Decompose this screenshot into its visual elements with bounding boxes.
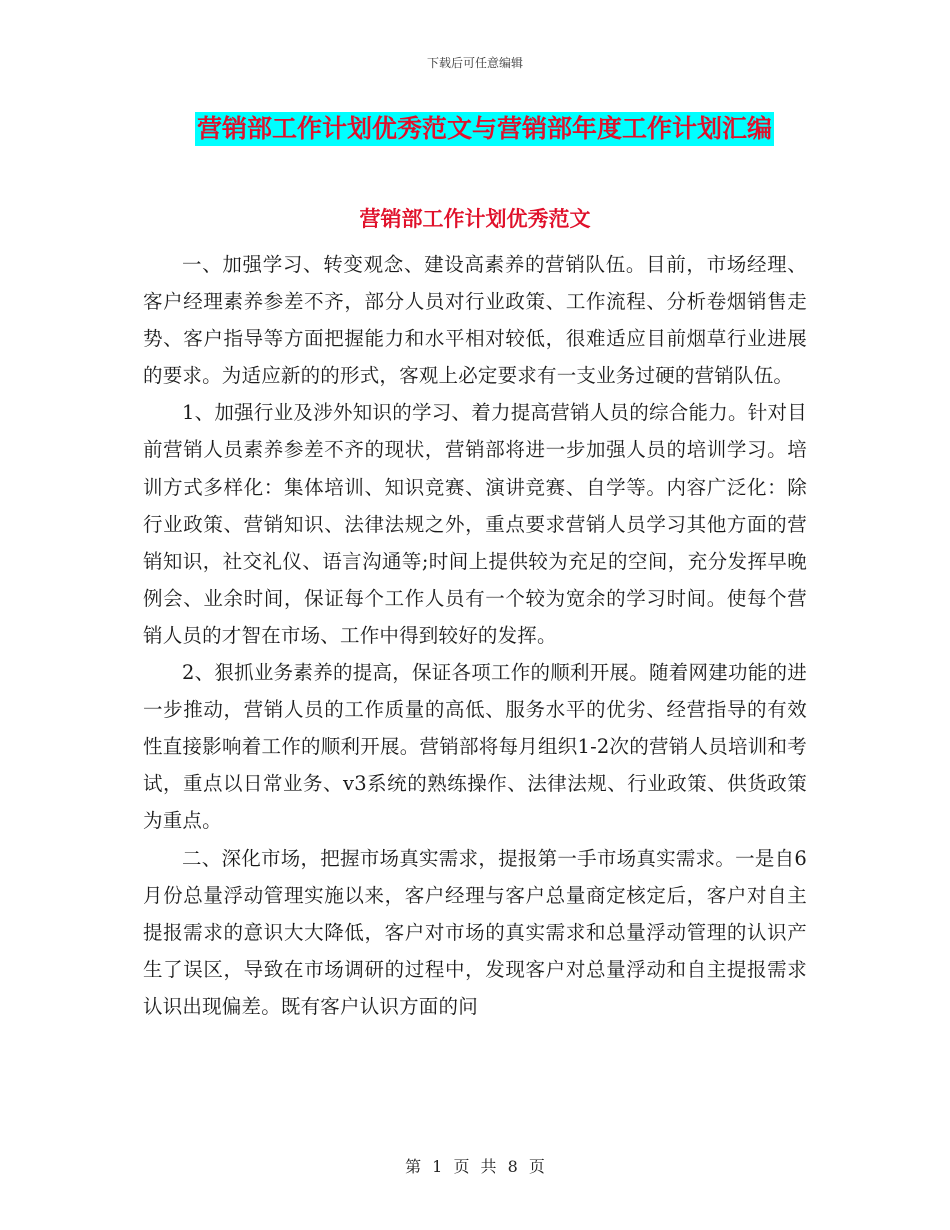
paragraph-3: 2、狠抓业务素养的提高，保证各项工作的顺利开展。随着网建功能的进一步推动，营销人员的工作质量的高低、服务水平的优劣、经营指导的有效性直接影响着工作的顺利开展。营销部将每月组织1-2次的营销人员培训和考试，重点以日常业务、v3系统的熟练操作、法律法规、行业政策、供货政策为重点。: [143, 661, 807, 833]
section-title: 营销部工作计划优秀范文: [359, 207, 591, 231]
header-note: 下载后可任意编辑: [426, 56, 523, 70]
document-title: 营销部工作计划优秀范文与营销部年度工作计划汇编: [195, 112, 774, 146]
document-body: [143, 246, 807, 1025]
paragraph-2: 1、加强行业及涉外知识的学习、着力提高营销人员的综合能力。针对目前营销人员素养参差不齐的现状，营销部将进一步加强人员的培训学习。培训方式多样化：集体培训、知识竞赛、演讲竞赛、自学等。内容广泛化：除行业政策、营销知识、法律法规之外，重点要求营销人员学习其他方面的营销知识，社交礼仪、语言沟通等;时间上提供较为充足的空间，充分发挥早晚例会、业余时间，保证每个工作人员有一个较为宽余的学习时间。使每个营销人员的才智在市场、工作中得到较好的发挥。: [143, 401, 807, 647]
paragraph-1: 一、加强学习、转变观念、建设高素养的营销队伍。目前，市场经理、客户经理素养参差不齐，部分人员对行业政策、工作流程、分析卷烟销售走势、客户指导等方面把握能力和水平相对较低，很难适应目前烟草行业进展的要求。为适应新的的形式，客观上必定要求有一支业务过硬的营销队伍。: [143, 253, 807, 388]
page-footer: 第 1 页 共 8 页: [405, 1157, 545, 1176]
paragraph-4: 二、深化市场，把握市场真实需求，提报第一手市场真实需求。一是自6月份总量浮动管理实施以来，客户经理与客户总量商定核定后，客户对自主提报需求的意识大大降低，客户对市场的真实需求和总量浮动管理的认识产生了误区，导致在市场调研的过程中，发现客户对总量浮动和自主提报需求认识出现偏差。既有客户认识方面的问: [143, 846, 807, 1018]
